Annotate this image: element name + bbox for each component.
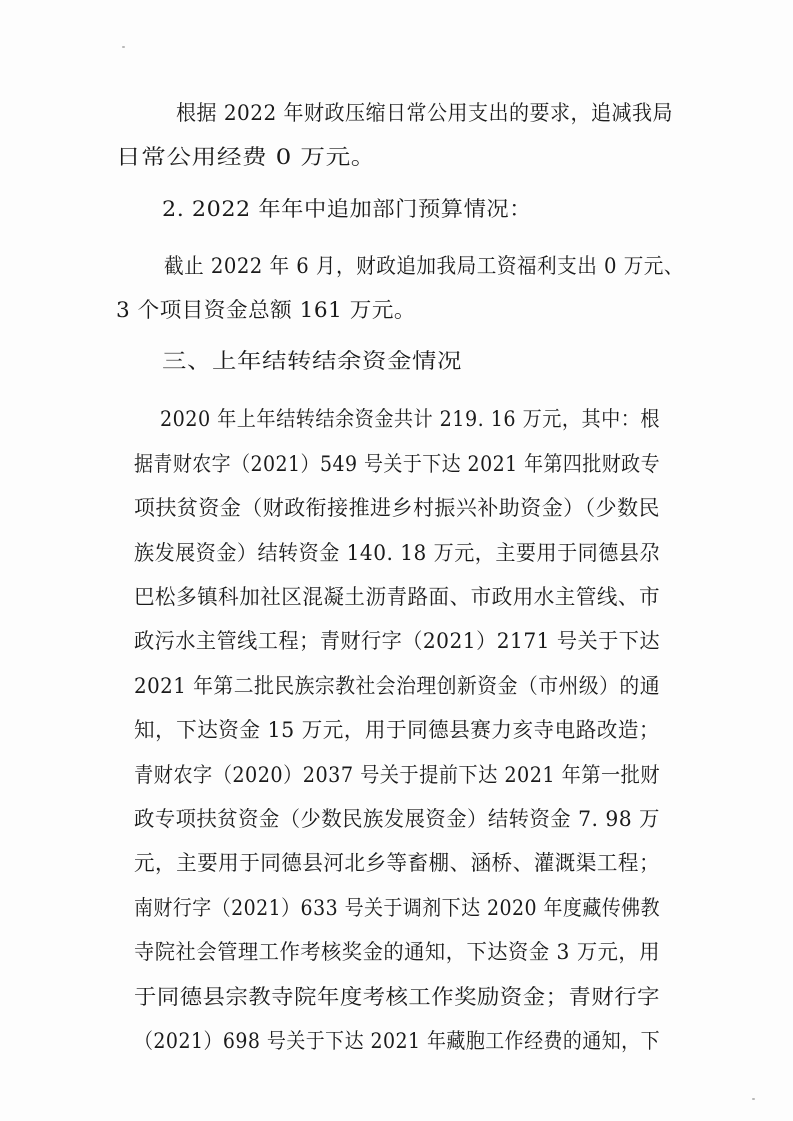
text-line: 青财农字（2020）2037 号关于提前下达 2021 年第一批财 — [134, 763, 660, 787]
text-line: （2021）698 号关于下达 2021 年藏胞工作经费的通知，下 — [134, 1029, 660, 1053]
scan-speck — [752, 1098, 755, 1100]
text-line: 政污水主管线工程；青财行字（2021）2171 号关于下达 — [134, 629, 660, 653]
text-line: 2021 年第二批民族宗教社会治理创新资金（市州级）的通 — [134, 674, 660, 698]
text-line: 根据 2022 年财政压缩日常公用支出的要求，追减我局 — [176, 101, 673, 125]
section-heading: 2. 2022 年年中追加部门预算情况： — [162, 197, 532, 221]
text-line: 据青财农字（2021）549 号关于下达 2021 年第四批财政专 — [134, 452, 660, 476]
text-line: 于同德县宗教寺院年度考核工作奖励资金；青财行字 — [134, 985, 660, 1009]
text-line: 项扶贫资金（财政衔接推进乡村振兴补助资金）（少数民 — [134, 496, 660, 520]
text-line: 日常公用经费 0 万元。 — [116, 145, 376, 169]
text-line: 3 个项目资金总额 161 万元。 — [116, 298, 416, 322]
text-line: 寺院社会管理工作考核奖金的通知，下达资金 3 万元，用 — [134, 940, 660, 964]
section-heading: 三、上年结转结余资金情况 — [162, 349, 462, 373]
text-line: 族发展资金）结转资金 140. 18 万元，主要用于同德县尕 — [134, 541, 660, 565]
text-line: 巴松多镇科加社区混凝土沥青路面、市政用水主管线、市 — [134, 585, 660, 609]
text-line: 知，下达资金 15 万元，用于同德县赛力亥寺电路改造； — [134, 718, 660, 742]
text-line: 南财行字（2021）633 号关于调剂下达 2020 年度藏传佛教 — [134, 896, 660, 920]
text-line: 2020 年上年结转结余资金共计 219. 16 万元，其中：根 — [160, 407, 660, 431]
text-line: 元，主要用于同德县河北乡等畜棚、涵桥、灌溉渠工程； — [134, 851, 660, 875]
text-line: 截止 2022 年 6 月，财政追加我局工资福利支出 0 万元、 — [164, 254, 684, 278]
scan-speck — [122, 46, 125, 48]
text-line: 政专项扶贫资金（少数民族发展资金）结转资金 7. 98 万 — [134, 807, 660, 831]
